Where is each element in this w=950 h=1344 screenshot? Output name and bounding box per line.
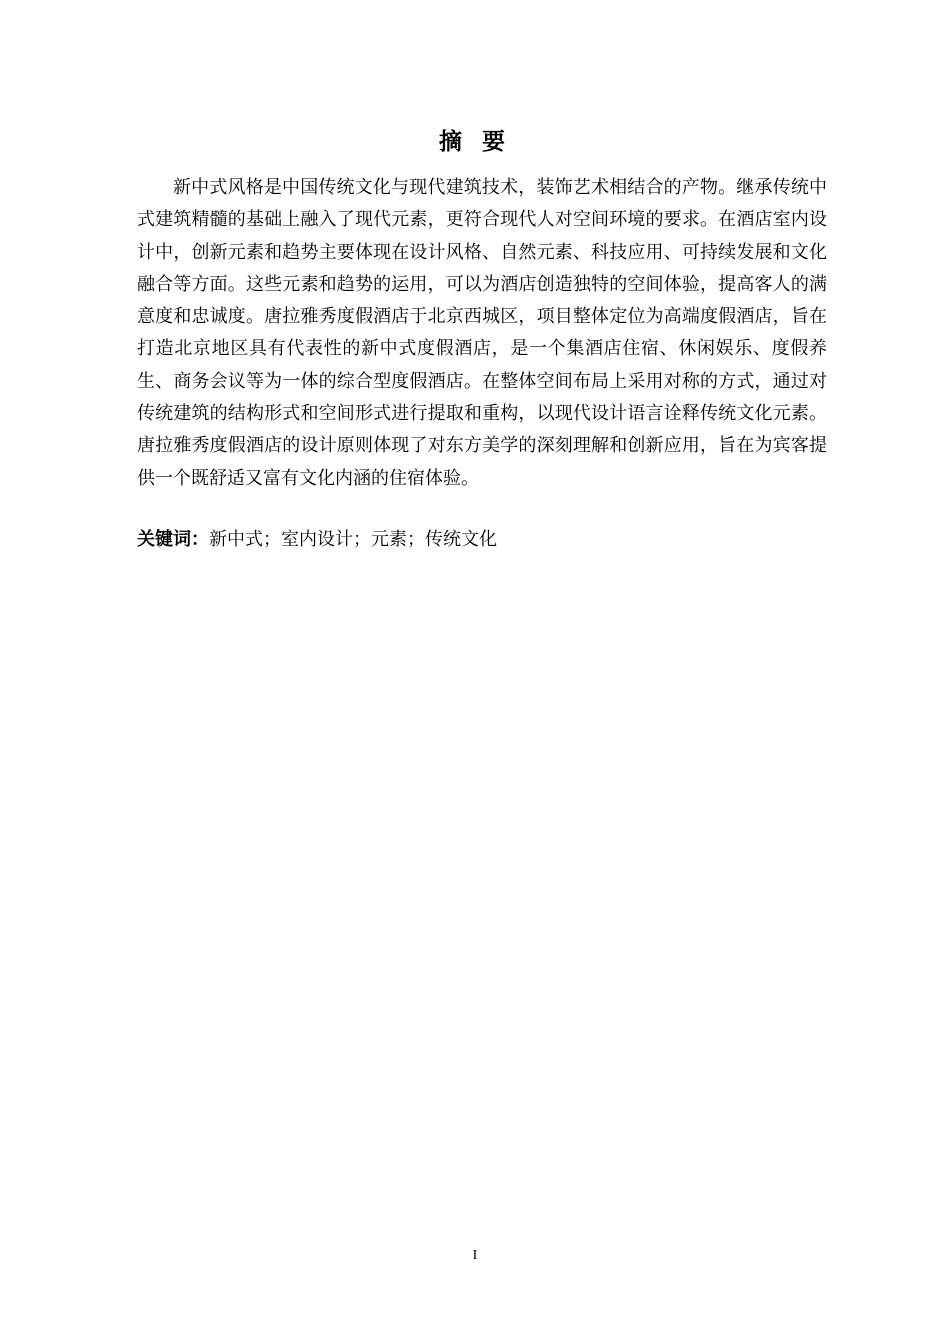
abstract-title: 摘 要 (438, 129, 511, 155)
abstract-body: 新中式风格是中国传统文化与现代建筑技术，装饰艺术相结合的产物。继承传统中式建筑精髓的基础上融入了现代元素，更符合现代人对空间环境的要求。在酒店室内设计中，创新元素和趋势主要体现在设计风格、自然元素、科技应用、可持续发展和文化融合等方面。这些元素和趋势的运用，可以为酒店创造独特的空间体验，提高客人的满意度和忠诚度。唐拉雅秀度假酒店于北京西城区，项目整体定位为高端度假酒店，旨在打造北京地区具有代表性的新中式度假酒店，是一个集酒店住宿、休闲娱乐、度假养生、商务会议等为一体的综合型度假酒店。在整体空间布局上采用对称的方式，通过对传统建筑的结构形式和空间形式进行提取和重构，以现代设计语言诠释传统文化元素。唐拉雅秀度假酒店的设计原则体现了对东方美学的深刻理解和创新应用，旨在为宾客提供一个既舒适又富有文化内涵的住宿体验。 (137, 177, 827, 489)
page-number: I (472, 1248, 478, 1263)
keywords-label: 关键词： (137, 529, 209, 550)
keywords-line (137, 524, 827, 556)
keywords-text: 新中式；室内设计；元素；传统文化 (209, 529, 497, 550)
